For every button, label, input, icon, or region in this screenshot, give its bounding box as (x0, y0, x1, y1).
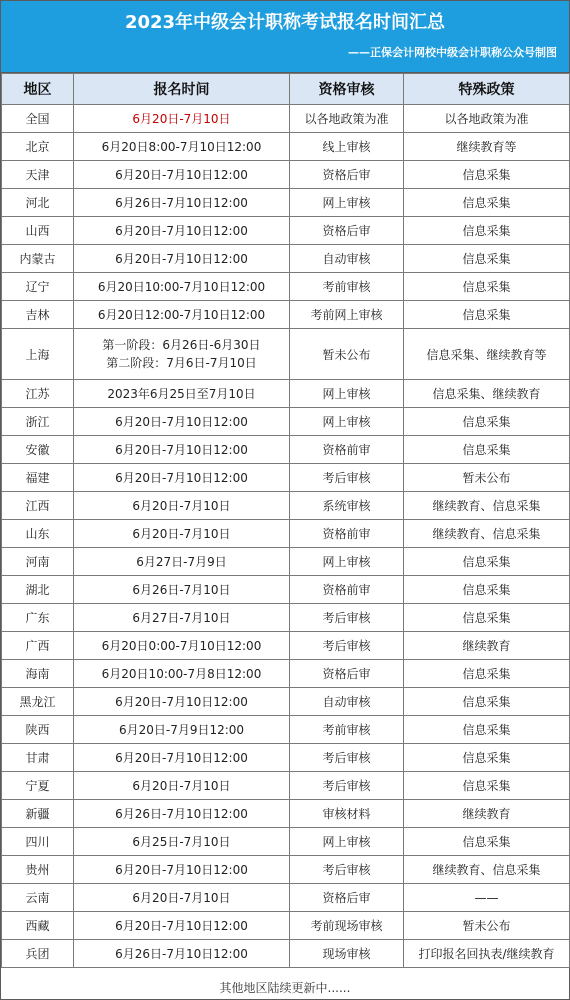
cell-time-line: 第二阶段：7月6日-7月10日 (106, 356, 257, 370)
table-row (2, 772, 570, 800)
cell-region: 福建 (2, 464, 74, 492)
cell-region: 新疆 (2, 800, 74, 828)
table-row (2, 273, 570, 301)
cell-review: 资格前审 (290, 576, 404, 604)
cell-time: 6月20日-7月10日12:00 (74, 408, 290, 436)
cell-time: 6月20日-7月10日 (74, 772, 290, 800)
cell-region: 吉林 (2, 301, 74, 329)
table-header-row (2, 74, 570, 105)
cell-time: 6月20日-7月10日 (74, 520, 290, 548)
table-row (2, 660, 570, 688)
cell-review: 网上审核 (290, 548, 404, 576)
cell-policy: 信息采集 (404, 828, 570, 856)
cell-region: 兵团 (2, 940, 74, 968)
cell-policy: 暂未公布 (404, 464, 570, 492)
cell-policy: 信息采集 (404, 548, 570, 576)
cell-region: 宁夏 (2, 772, 74, 800)
cell-policy: 信息采集 (404, 273, 570, 301)
table-row (2, 716, 570, 744)
cell-review: 系统审核 (290, 492, 404, 520)
cell-policy: 信息采集 (404, 217, 570, 245)
cell-time: 6月20日-7月10日12:00 (74, 436, 290, 464)
table-row (2, 884, 570, 912)
cell-policy: 信息采集、继续教育 (404, 380, 570, 408)
cell-policy: 继续教育 (404, 800, 570, 828)
cell-time: 6月20日-7月10日 (74, 492, 290, 520)
cell-review: 考后审核 (290, 604, 404, 632)
cell-region: 全国 (2, 105, 74, 133)
table-row (2, 464, 570, 492)
cell-review: 考后审核 (290, 464, 404, 492)
table-row (2, 217, 570, 245)
cell-time: 6月26日-7月10日 (74, 576, 290, 604)
cell-time: 6月20日0:00-7月10日12:00 (74, 632, 290, 660)
cell-region: 云南 (2, 884, 74, 912)
cell-review: 资格后审 (290, 217, 404, 245)
column-header-policy: 特殊政策 (404, 74, 570, 105)
cell-review: 考后审核 (290, 632, 404, 660)
cell-policy: 信息采集 (404, 245, 570, 273)
cell-policy: 信息采集 (404, 772, 570, 800)
cell-region: 山西 (2, 217, 74, 245)
table-row (2, 604, 570, 632)
cell-region: 安徽 (2, 436, 74, 464)
cell-time: 6月20日-7月10日12:00 (74, 856, 290, 884)
cell-time-line: 第一阶段：6月26日-6月30日 (102, 338, 261, 352)
cell-review: 自动审核 (290, 688, 404, 716)
cell-time: 6月26日-7月10日12:00 (74, 940, 290, 968)
cell-review: 资格前审 (290, 436, 404, 464)
cell-region: 甘肃 (2, 744, 74, 772)
cell-time: 6月20日12:00-7月10日12:00 (74, 301, 290, 329)
cell-region: 江西 (2, 492, 74, 520)
table-row (2, 744, 570, 772)
table-row (2, 688, 570, 716)
table-row (2, 828, 570, 856)
table-row (2, 492, 570, 520)
cell-review: 审核材料 (290, 800, 404, 828)
cell-time: 6月20日-7月10日12:00 (74, 217, 290, 245)
cell-policy: 信息采集 (404, 744, 570, 772)
cell-time: 6月20日-7月10日12:00 (74, 744, 290, 772)
cell-policy: 继续教育等 (404, 133, 570, 161)
cell-review: 网上审核 (290, 828, 404, 856)
column-header-review: 资格审核 (290, 74, 404, 105)
cell-region: 江苏 (2, 380, 74, 408)
page-title: 2023年中级会计职称考试报名时间汇总 (124, 12, 446, 33)
cell-policy: —— (404, 884, 570, 912)
cell-region: 广东 (2, 604, 74, 632)
cell-policy: 继续教育、信息采集 (404, 856, 570, 884)
cell-time (74, 329, 290, 380)
table-row (2, 856, 570, 884)
cell-policy: 信息采集 (404, 161, 570, 189)
registration-table (1, 73, 570, 968)
footer-note: 其他地区陆续更新中...... (1, 977, 569, 999)
cell-region: 河北 (2, 189, 74, 217)
cell-review: 资格前审 (290, 520, 404, 548)
title-banner (1, 1, 569, 73)
cell-review: 考前网上审核 (290, 301, 404, 329)
cell-region: 天津 (2, 161, 74, 189)
cell-review: 考后审核 (290, 744, 404, 772)
cell-region: 河南 (2, 548, 74, 576)
table-row (2, 245, 570, 273)
cell-policy: 信息采集 (404, 716, 570, 744)
table-row (2, 520, 570, 548)
table-row (2, 105, 570, 133)
table-row (2, 632, 570, 660)
table-row (2, 548, 570, 576)
cell-time: 2023年6月25日至7月10日 (74, 380, 290, 408)
table-row (2, 301, 570, 329)
cell-region: 黑龙江 (2, 688, 74, 716)
table-row (2, 189, 570, 217)
table-row (2, 940, 570, 968)
table-row (2, 380, 570, 408)
table-row (2, 408, 570, 436)
cell-region: 四川 (2, 828, 74, 856)
table-row (2, 800, 570, 828)
cell-time: 6月20日-7月10日 (74, 884, 290, 912)
cell-review: 资格后审 (290, 161, 404, 189)
table-row (2, 436, 570, 464)
table-row (2, 576, 570, 604)
cell-review: 线上审核 (290, 133, 404, 161)
cell-review: 资格后审 (290, 884, 404, 912)
page-subtitle: ——正保会计网校中级会计职称公众号制图 (348, 46, 557, 59)
cell-review: 考后审核 (290, 856, 404, 884)
cell-region: 内蒙古 (2, 245, 74, 273)
cell-region: 山东 (2, 520, 74, 548)
cell-review: 以各地政策为准 (290, 105, 404, 133)
cell-time: 6月26日-7月10日12:00 (74, 189, 290, 217)
cell-review: 自动审核 (290, 245, 404, 273)
cell-time: 6月20日-7月10日 (74, 105, 290, 133)
cell-policy: 信息采集 (404, 436, 570, 464)
cell-region: 浙江 (2, 408, 74, 436)
table-row (2, 161, 570, 189)
table-row (2, 912, 570, 940)
cell-region: 广西 (2, 632, 74, 660)
table-row (2, 133, 570, 161)
cell-region: 海南 (2, 660, 74, 688)
cell-review: 资格后审 (290, 660, 404, 688)
cell-review: 网上审核 (290, 408, 404, 436)
cell-policy: 信息采集 (404, 301, 570, 329)
cell-policy: 信息采集 (404, 576, 570, 604)
column-header-region: 地区 (2, 74, 74, 105)
cell-time: 6月20日-7月10日12:00 (74, 912, 290, 940)
cell-policy: 继续教育、信息采集 (404, 520, 570, 548)
cell-time: 6月20日-7月10日12:00 (74, 688, 290, 716)
cell-policy: 打印报名回执表/继续教育 (404, 940, 570, 968)
cell-policy: 信息采集、继续教育等 (404, 329, 570, 380)
cell-review: 考后审核 (290, 772, 404, 800)
cell-review: 网上审核 (290, 189, 404, 217)
cell-policy: 信息采集 (404, 604, 570, 632)
cell-time: 6月20日-7月9日12:00 (74, 716, 290, 744)
cell-time: 6月20日-7月10日12:00 (74, 245, 290, 273)
cell-policy: 继续教育 (404, 632, 570, 660)
cell-policy: 以各地政策为准 (404, 105, 570, 133)
cell-time: 6月20日-7月10日12:00 (74, 161, 290, 189)
cell-review: 现场审核 (290, 940, 404, 968)
cell-policy: 暂未公布 (404, 912, 570, 940)
cell-region: 上海 (2, 329, 74, 380)
cell-time: 6月20日-7月10日12:00 (74, 464, 290, 492)
cell-region: 西藏 (2, 912, 74, 940)
table-body (2, 105, 570, 968)
cell-policy: 信息采集 (404, 688, 570, 716)
cell-region: 贵州 (2, 856, 74, 884)
cell-review: 考前审核 (290, 716, 404, 744)
cell-review: 网上审核 (290, 380, 404, 408)
cell-time: 6月20日8:00-7月10日12:00 (74, 133, 290, 161)
cell-policy: 信息采集 (404, 660, 570, 688)
cell-review: 考前审核 (290, 273, 404, 301)
cell-region: 辽宁 (2, 273, 74, 301)
cell-review: 考前现场审核 (290, 912, 404, 940)
cell-review: 暂未公布 (290, 329, 404, 380)
cell-time: 6月20日10:00-7月8日12:00 (74, 660, 290, 688)
cell-region: 北京 (2, 133, 74, 161)
cell-region: 陕西 (2, 716, 74, 744)
cell-policy: 继续教育、信息采集 (404, 492, 570, 520)
cell-region: 湖北 (2, 576, 74, 604)
cell-time: 6月20日10:00-7月10日12:00 (74, 273, 290, 301)
cell-policy: 信息采集 (404, 408, 570, 436)
cell-time: 6月27日-7月9日 (74, 548, 290, 576)
cell-time: 6月25日-7月10日 (74, 828, 290, 856)
cell-time: 6月27日-7月10日 (74, 604, 290, 632)
cell-time: 6月26日-7月10日12:00 (74, 800, 290, 828)
column-header-time: 报名时间 (74, 74, 290, 105)
cell-policy: 信息采集 (404, 189, 570, 217)
table-row (2, 329, 570, 380)
